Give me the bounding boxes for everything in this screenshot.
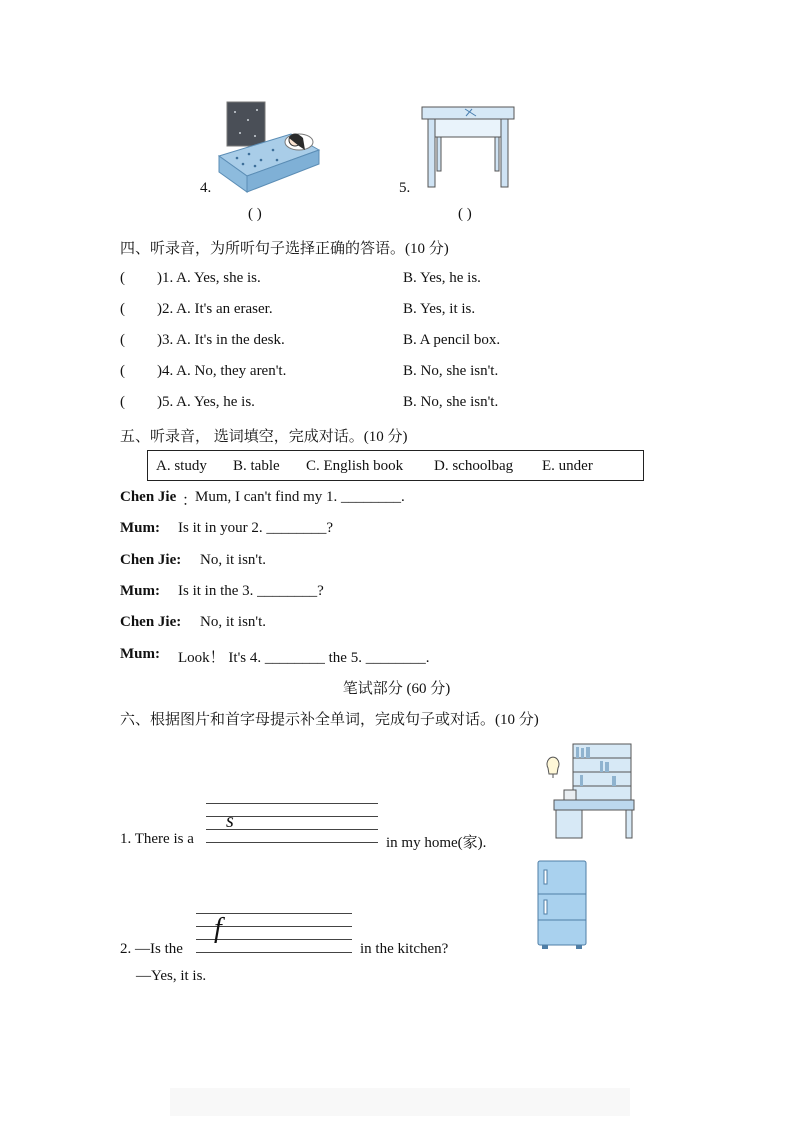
section6-title: 六、根据图片和首字母提示补全单词，完成句子或对话。(10 分) (120, 712, 539, 728)
speaker: Chen Jie (120, 489, 177, 505)
question-text-before: 1. There is a (120, 831, 194, 847)
written-part-heading: 笔试部分 (60 分) (342, 681, 451, 697)
hint-letter: f (214, 913, 222, 944)
answer-blank[interactable]: ( (120, 301, 125, 317)
word-option: E. under (542, 458, 593, 474)
hint-letter: s (226, 810, 234, 832)
option-a: )5. A. Yes, he is. (157, 394, 255, 410)
option-a: )4. A. No, they aren't. (157, 363, 287, 379)
question-text-before: 2. —Is the (120, 941, 183, 957)
faint-footer-band (170, 1088, 630, 1116)
speaker: Chen Jie: (120, 552, 182, 568)
answer-line: —Yes, it is. (136, 968, 207, 984)
answer-blank[interactable]: ( (120, 363, 125, 379)
word-option: C. English book (306, 458, 404, 474)
answer-blank[interactable]: ( (120, 332, 125, 348)
option-a: )2. A. It's an eraser. (157, 301, 273, 317)
answer-blank[interactable]: ( (120, 270, 125, 286)
speaker: Chen Jie: (120, 614, 182, 630)
picture-5-answer-paren: ( ) (458, 206, 472, 222)
word-option: B. table (233, 458, 280, 474)
option-b: B. No, she isn't. (403, 394, 499, 410)
section5-title: 五、听录音， 选词填空，完成对话。(10 分) (120, 429, 408, 445)
answer-blank[interactable]: ( (120, 394, 125, 410)
speaker: Mum: (120, 520, 160, 536)
line-text: No, it isn't. (200, 614, 267, 630)
picture-4-number: 4. (200, 180, 212, 196)
option-b: B. A pencil box. (403, 332, 501, 348)
option-b: B. No, she isn't. (403, 363, 499, 379)
line-text: Look！ It's 4. ________ the 5. ________. (178, 650, 430, 666)
speaker: Mum: (120, 646, 160, 662)
question-text-after: in my home(家). (386, 835, 487, 851)
picture-5-number: 5. (399, 180, 411, 196)
girl-sleeping-in-bed-icon (215, 100, 325, 196)
question-text-after: in the kitchen? (360, 941, 449, 957)
four-line-writing-area[interactable] (206, 803, 378, 843)
word-bank-box (147, 450, 644, 481)
speaker: Mum: (120, 583, 160, 599)
option-a: )3. A. It's in the desk. (157, 332, 285, 348)
option-b: B. Yes, it is. (403, 301, 476, 317)
word-option: D. schoolbag (434, 458, 514, 474)
four-line-writing-area[interactable] (196, 913, 352, 953)
desk-icon (420, 103, 516, 191)
line-text: No, it isn't. (200, 552, 267, 568)
study-room-icon (540, 742, 636, 842)
word-option: A. study (156, 458, 207, 474)
line-text: Is it in the 3. ________? (178, 583, 324, 599)
line-text: Mum, I can't find my 1. ________. (195, 489, 405, 505)
option-a: )1. A. Yes, she is. (157, 270, 261, 286)
line-text: Is it in your 2. ________? (178, 520, 333, 536)
picture-4-answer-paren: ( ) (248, 206, 262, 222)
section4-title: 四、听录音，为所听句子选择正确的答语。(10 分) (120, 241, 449, 257)
fridge-icon (534, 858, 590, 952)
option-b: B. Yes, he is. (403, 270, 481, 286)
separator: ： (182, 493, 198, 509)
